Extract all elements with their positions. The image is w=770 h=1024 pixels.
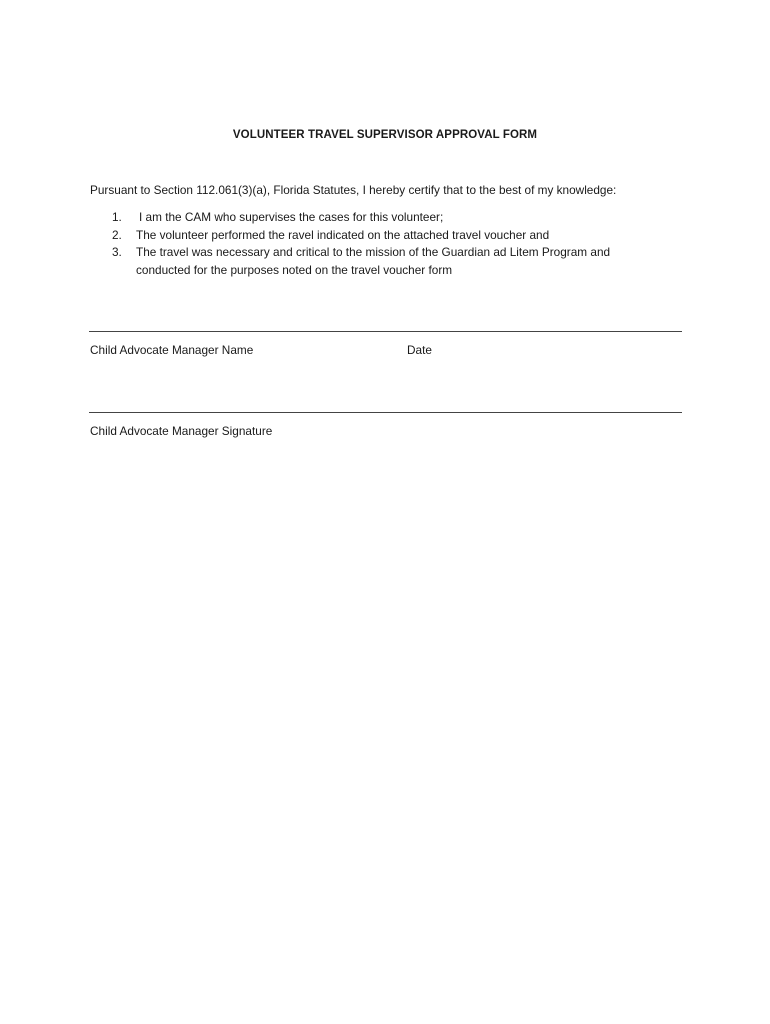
certification-intro: Pursuant to Section 112.061(3)(a), Florida Statutes, I hereby certify that to the best of my knowledge: — [90, 183, 617, 197]
list-item-number: 3. — [112, 245, 122, 259]
signature-line[interactable] — [89, 412, 682, 413]
date-label: Date — [407, 343, 432, 357]
list-item-text: I am the CAM who supervises the cases for this volunteer; — [139, 210, 444, 224]
list-item — [90, 244, 610, 279]
form-title: VOLUNTEER TRAVEL SUPERVISOR APPROVAL FORM — [232, 129, 538, 141]
list-item — [90, 227, 610, 245]
manager-name-label: Child Advocate Manager Name — [90, 343, 254, 357]
list-item-text: The volunteer performed the ravel indicated on the attached travel voucher and — [136, 227, 550, 242]
list-item — [90, 209, 610, 227]
list-item-text-continued: conducted for the purposes noted on the travel voucher form — [136, 262, 453, 277]
list-item-text: The travel was necessary and critical to the mission of the Guardian ad Litem Program and — [136, 245, 611, 259]
manager-signature-label: Child Advocate Manager Signature — [90, 424, 273, 438]
list-item-number: 1. — [112, 210, 122, 224]
certification-list — [90, 209, 610, 279]
list-item-number: 2. — [112, 227, 122, 242]
name-date-signature-line[interactable] — [89, 331, 682, 332]
